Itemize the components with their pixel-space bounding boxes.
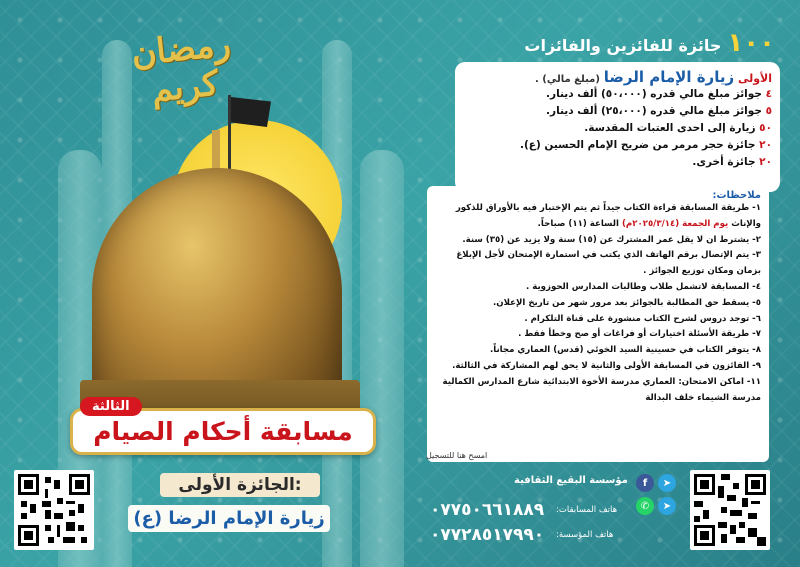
note-text: ٢- يشترط ان لا يقل عمر المشترك عن (١٥) سنة ولا يزيد عن (٣٥) سنة.: [462, 234, 761, 245]
prize-item-count: ٢٠: [759, 139, 772, 151]
note-text: ٣- يتم الإتصال برقم الهاتف الذي يكتب في استمارة الإمتحان لأجل الإبلاغ بزمان ومكان توزيع الجوائز .: [456, 250, 761, 277]
prize-item-count: ٥: [765, 105, 772, 117]
prize-item-count: ٤: [765, 88, 772, 100]
note-item: [435, 248, 761, 280]
note-highlight: يوم الجمعة (٢٠٢٥/٣/١٤م): [621, 218, 729, 229]
prize-item: [463, 86, 772, 103]
note-item: [435, 201, 761, 233]
note-text: ١١- اماكن الامتحان: العماري مدرسة الأخوة الابتدائية شارع المدارس الكمالية مدرسة الشيماء خلف البدالة: [442, 376, 761, 403]
prizes-headline: [524, 28, 775, 58]
qr-code-left[interactable]: [14, 470, 94, 550]
first-note: (مبلغ مالي) .: [535, 74, 600, 85]
note-text: ٥- يسقط حق المطالبة بالجوائز بعد مرور شهر من تاريخ الإعلان.: [493, 297, 761, 308]
prize-item-text: جوائز مبلغ مالي قدره (٥٠،٠٠٠) ألف دينار.: [546, 88, 762, 100]
telegram-icon[interactable]: ➤: [658, 474, 676, 492]
prize-item: [463, 103, 772, 120]
prize-item-text: جائزة حجر مرمر من ضريح الإمام الحسين (ع).: [520, 139, 756, 151]
qr-icon: [18, 474, 90, 546]
note-item: [435, 359, 761, 375]
prize-item-count: ٢٠: [759, 156, 772, 168]
note-item: [435, 312, 761, 328]
note-item: [435, 343, 761, 359]
note-item: [435, 280, 761, 296]
phone-label-institution: هاتف المؤسسة:: [556, 530, 614, 540]
first-prize-label: الجائزة الأولى:: [160, 473, 320, 497]
prize-item: [463, 137, 772, 154]
telegram-icon[interactable]: ➤: [658, 497, 676, 515]
phone-label-competitions: هاتف المسابقات:: [556, 505, 618, 515]
note-item: [435, 375, 761, 407]
note-text: ٤- المسابقة لاتشمل طلاب وطالبات المدارس الحوزوية .: [525, 281, 761, 292]
note-text-end: الساعة (١١) صباحاً.: [537, 218, 622, 229]
prize-item-count: ٥٠: [759, 122, 772, 134]
note-text: ١- طريقة المسابقة قراءة الكتاب جيداً ثم يتم الإختبار فيه بالأوراق للذكور والإناث: [455, 203, 761, 229]
first-main: زيارة الإمام الرضا: [603, 68, 735, 86]
edition-badge: الثالثة: [80, 397, 142, 416]
prize-count: ١٠٠: [727, 28, 775, 58]
facebook-icon[interactable]: f: [636, 474, 654, 492]
first-prefix: الأولى: [737, 72, 772, 85]
register-hint: امسح هنا للتسجيل: [426, 451, 488, 460]
notes-box: [427, 186, 769, 462]
ramadan-kareem-calligraphy: رمضان كريم: [129, 24, 233, 111]
note-text: ٨- يتوفر الكتاب في حسينية السيد الخوئي (قدس) العماري مجاناً.: [489, 345, 761, 356]
prize-item-text: جائزة أخرى.: [692, 156, 756, 168]
competition-title: مسابقة أحكام الصيام: [70, 408, 376, 455]
note-text: ٦- توجد دروس لشرح الكتاب منشورة على قناة التلكرام .: [524, 313, 761, 324]
note-item: [435, 327, 761, 343]
right-minaret-2: [360, 150, 404, 567]
phone-competitions[interactable]: ٠٧٧٥٠٦٦١٨٨٩: [430, 500, 545, 520]
note-text: ٩- الفائزون في المسابقة الأولى والثانية لا يحق لهم المشاركة في الثالثة.: [452, 360, 761, 371]
prize-item-text: زيارة إلى احدى العتبات المقدسة.: [584, 122, 756, 134]
prizes-box: [455, 62, 780, 192]
first-prize-line: [463, 68, 772, 86]
prize-item: [463, 154, 772, 171]
qr-code-right[interactable]: [690, 470, 770, 550]
whatsapp-icon[interactable]: ✆: [636, 497, 654, 515]
phone-institution[interactable]: ٠٧٧٢٨٥١٧٩٩٠: [430, 525, 545, 545]
organization-name: مؤسسة البقيع الثقافية: [514, 475, 628, 486]
black-flag: [231, 97, 271, 127]
first-prize-value: زيارة الإمام الرضا (ع): [128, 505, 330, 532]
note-item: [435, 233, 761, 249]
qr-icon: [694, 474, 766, 546]
note-text: ٧- طريقة الأسئلة اختيارات أو فراغات أو صح وخطأ فقط .: [518, 329, 761, 340]
note-item: [435, 296, 761, 312]
prize-item-text: جوائز مبلغ مالي قدره (٢٥،٠٠٠) ألف دينار.: [546, 105, 762, 117]
headline-text: جائزة للفائزين والفائزات: [524, 36, 722, 55]
prize-item: [463, 120, 772, 137]
notes-title: ملاحظات:: [712, 190, 761, 201]
